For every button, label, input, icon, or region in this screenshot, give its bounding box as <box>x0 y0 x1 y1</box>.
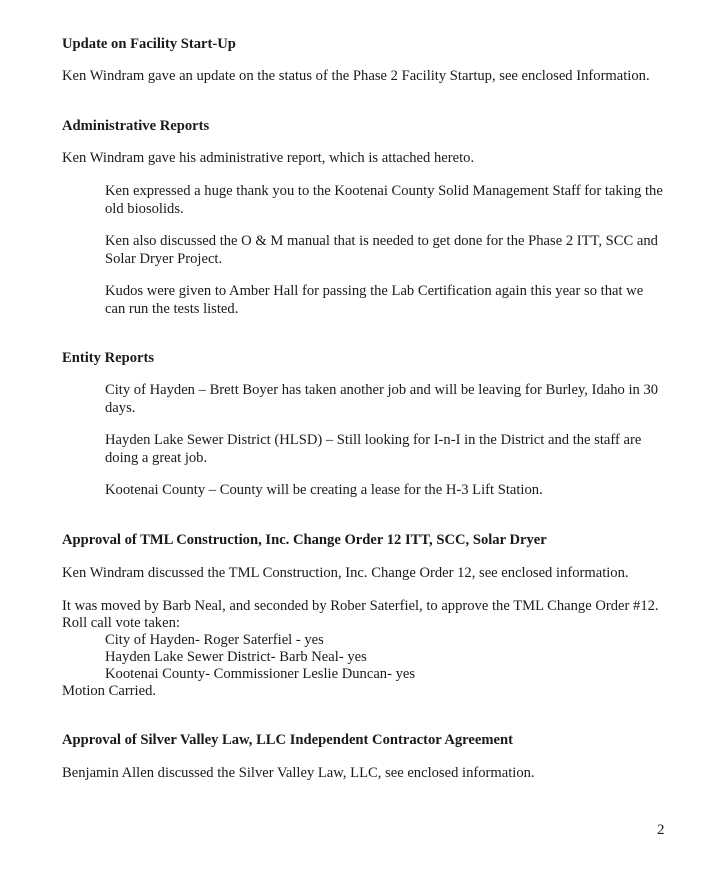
vote-line-3: Kootenai County- Commissioner Leslie Duncan- yes <box>105 666 416 682</box>
vote-line-1: City of Hayden- Roger Saterfiel - yes <box>105 632 324 648</box>
heading-facility-startup: Update on Facility Start-Up <box>62 36 236 52</box>
heading-silver-valley-law: Approval of Silver Valley Law, LLC Independent Contractor Agreement <box>62 732 513 748</box>
roll-call-label: Roll call vote taken: <box>62 615 180 631</box>
entity-item-2: Hayden Lake Sewer District (HLSD) – Still looking for I-n-I in the District and the staff are doing a great job. <box>105 432 642 466</box>
paragraph-administrative-reports: Ken Windram gave his administrative report, which is attached hereto. <box>62 150 475 166</box>
paragraph-silver-valley-law: Benjamin Allen discussed the Silver Valley Law, LLC, see enclosed information. <box>62 765 535 781</box>
paragraph-facility-startup: Ken Windram gave an update on the status of the Phase 2 Facility Startup, see enclosed Information. <box>62 68 650 84</box>
paragraph-tml-discussion: Ken Windram discussed the TML Construction, Inc. Change Order 12, see enclosed information. <box>62 565 629 581</box>
heading-tml-change-order: Approval of TML Construction, Inc. Change Order 12 ITT, SCC, Solar Dryer <box>62 532 547 548</box>
paragraph-tml-motion: It was moved by Barb Neal, and seconded by Rober Saterfiel, to approve the TML Change Order #12. <box>62 598 659 614</box>
entity-item-3: Kootenai County – County will be creating a lease for the H-3 Lift Station. <box>105 482 543 498</box>
heading-entity-reports: Entity Reports <box>62 350 155 366</box>
admin-item-3: Kudos were given to Amber Hall for passing the Lab Certification again this year so that we can run the tests listed. <box>105 283 644 317</box>
vote-line-2: Hayden Lake Sewer District- Barb Neal- yes <box>105 649 367 665</box>
heading-administrative-reports: Administrative Reports <box>62 118 210 134</box>
motion-result: Motion Carried. <box>62 683 157 699</box>
admin-item-2: Ken also discussed the O & M manual that is needed to get done for the Phase 2 ITT, SCC and Solar Dryer Project. <box>105 233 658 267</box>
entity-item-1: City of Hayden – Brett Boyer has taken another job and will be leaving for Burley, Idaho in 30 days. <box>105 382 659 416</box>
admin-item-1: Ken expressed a huge thank you to the Kootenai County Solid Management Staff for taking the old biosolids. <box>105 183 663 217</box>
page-number: 2 <box>657 822 665 838</box>
